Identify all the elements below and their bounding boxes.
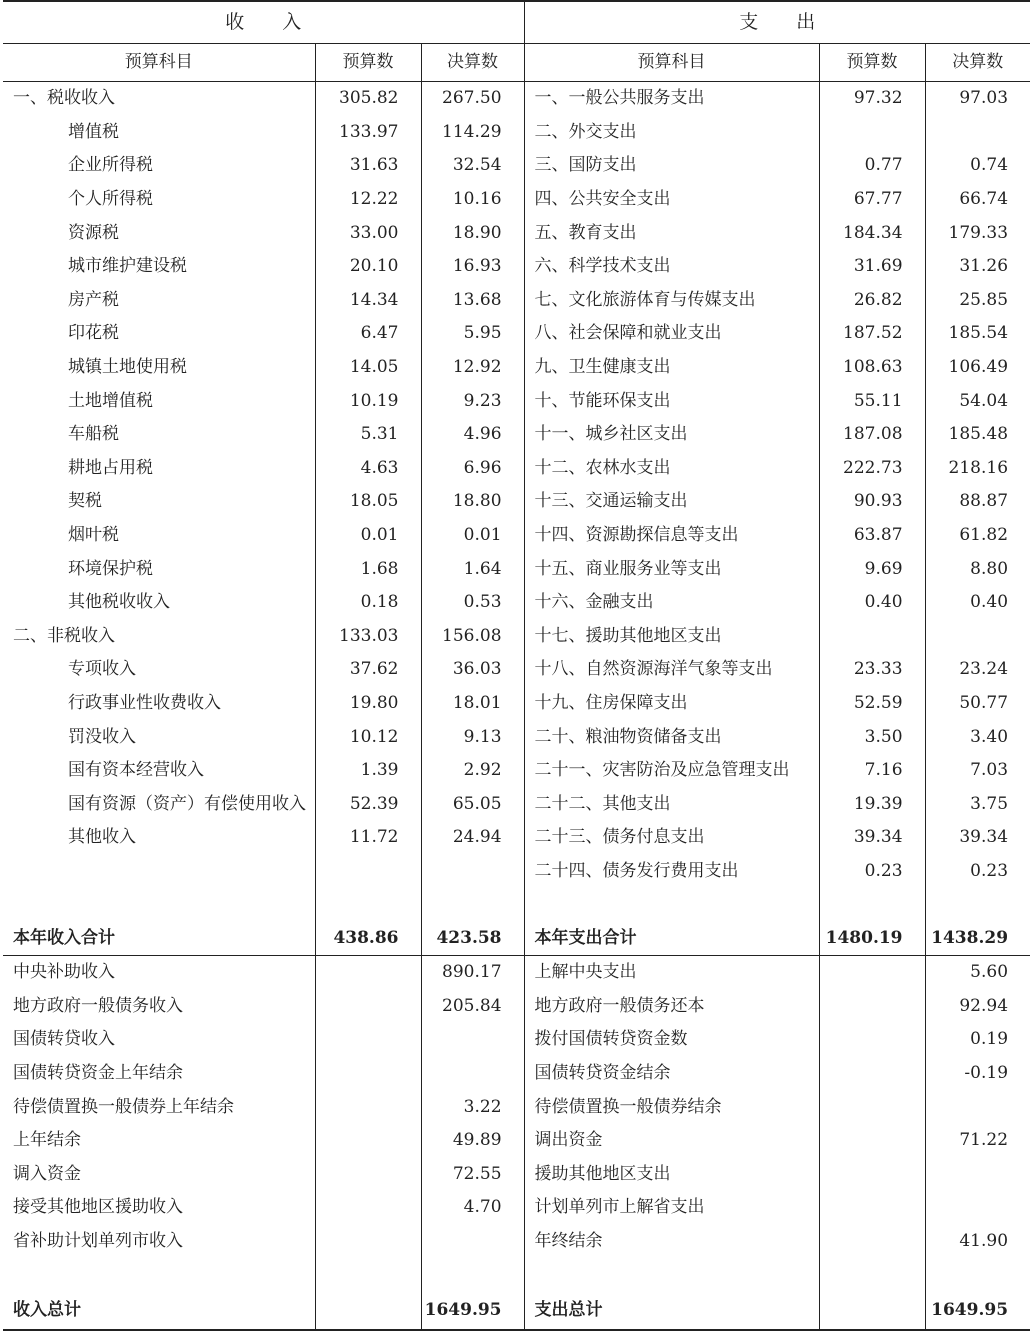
income-item: 土地增值税 <box>68 390 153 411</box>
table-row <box>3 1157 1030 1191</box>
income-item: 一、税收收入 <box>13 88 115 109</box>
expense-budget-value: 23.33 <box>819 653 925 687</box>
income-budget-value <box>315 855 421 889</box>
expense-item: 五、教育支出 <box>524 216 819 250</box>
expense-budget-value <box>819 1124 925 1158</box>
expense-budget-value <box>819 1191 925 1225</box>
expense-actual-value: 66.74 <box>925 183 1030 217</box>
expense-actual-value: 0.74 <box>925 149 1030 183</box>
expense-actual-value: 0.23 <box>925 855 1030 889</box>
income-item: 烟叶税 <box>68 525 119 546</box>
income-actual-value: 24.94 <box>421 821 524 855</box>
expense-budget-value <box>819 116 925 150</box>
income-item: 国债转贷资金上年结余 <box>13 1062 183 1083</box>
income-actual-value: 156.08 <box>421 620 524 654</box>
table-row <box>3 519 1030 553</box>
table-row <box>3 485 1030 519</box>
income-budget-value: 33.00 <box>315 216 421 250</box>
expense-budget-value: 184.34 <box>819 216 925 250</box>
expense-budget-value: 9.69 <box>819 552 925 586</box>
expense-item: 二、外交支出 <box>524 116 819 150</box>
income-budget-value <box>315 989 421 1023</box>
income-item: 中央补助收入 <box>13 962 115 983</box>
expense-total-label: 本年支出合计 <box>524 922 819 956</box>
income-budget-value: 14.34 <box>315 284 421 318</box>
expense-budget-value <box>819 1023 925 1057</box>
income-actual-value: 114.29 <box>421 116 524 150</box>
income-budget-value: 1.39 <box>315 754 421 788</box>
expense-actual-value: 185.48 <box>925 418 1030 452</box>
expense-item: 计划单列市上解省支出 <box>524 1191 819 1225</box>
expense-item: 二十三、债务付息支出 <box>524 821 819 855</box>
income-item-header: 预算科目 <box>3 44 315 82</box>
income-item: 调入资金 <box>13 1163 81 1184</box>
income-item: 上年结余 <box>13 1130 81 1151</box>
expense-actual-value: 106.49 <box>925 351 1030 385</box>
income-grand-total-label: 收入总计 <box>3 1292 315 1330</box>
income-header: 收 入 <box>3 1 524 44</box>
expense-actual-value: 88.87 <box>925 485 1030 519</box>
income-budget-value: 12.22 <box>315 183 421 217</box>
income-item: 罚没收入 <box>68 726 136 747</box>
spacer-cell <box>524 888 819 922</box>
income-budget-header: 预算数 <box>315 44 421 82</box>
expense-total-budget: 1480.19 <box>819 922 925 956</box>
expense-item: 九、卫生健康支出 <box>524 351 819 385</box>
expense-budget-value: 0.40 <box>819 586 925 620</box>
income-budget-value <box>315 1057 421 1091</box>
expense-actual-value: 5.60 <box>925 955 1030 989</box>
expense-budget-value <box>819 1090 925 1124</box>
expense-item: 四、公共安全支出 <box>524 183 819 217</box>
income-actual-value: 9.23 <box>421 384 524 418</box>
income-budget-value: 14.05 <box>315 351 421 385</box>
income-item: 国有资本经营收入 <box>68 760 204 781</box>
table-row <box>3 82 1030 116</box>
expense-actual-value: 218.16 <box>925 452 1030 486</box>
income-actual-value: 9.13 <box>421 720 524 754</box>
income-budget-value: 133.97 <box>315 116 421 150</box>
expense-item-header: 预算科目 <box>524 44 819 82</box>
expense-actual-value: 25.85 <box>925 284 1030 318</box>
income-item: 契税 <box>68 491 102 512</box>
income-total-budget: 438.86 <box>315 922 421 956</box>
spacer-cell <box>819 888 925 922</box>
spacer-cell <box>819 1258 925 1292</box>
expense-budget-value: 187.08 <box>819 418 925 452</box>
expense-actual-value: 3.75 <box>925 787 1030 821</box>
income-actual-value: 1.64 <box>421 552 524 586</box>
income-budget-value: 0.01 <box>315 519 421 553</box>
expense-item: 十七、援助其他地区支出 <box>524 620 819 654</box>
expense-item: 六、科学技术支出 <box>524 250 819 284</box>
income-actual-value <box>421 1057 524 1091</box>
expense-actual-value: 92.94 <box>925 989 1030 1023</box>
income-item: 接受其他地区援助收入 <box>13 1197 183 1218</box>
expense-budget-value: 3.50 <box>819 720 925 754</box>
income-actual-value: 0.53 <box>421 586 524 620</box>
expense-budget-value <box>819 1225 925 1259</box>
table-row <box>3 653 1030 687</box>
income-actual-value: 16.93 <box>421 250 524 284</box>
expense-actual-value: 41.90 <box>925 1225 1030 1259</box>
expense-budget-header: 预算数 <box>819 44 925 82</box>
table-row <box>3 183 1030 217</box>
table-row <box>3 1191 1030 1225</box>
expense-budget-value: 19.39 <box>819 787 925 821</box>
income-budget-value: 10.19 <box>315 384 421 418</box>
table-row <box>3 552 1030 586</box>
expense-budget-value: 97.32 <box>819 82 925 116</box>
income-budget-value: 19.80 <box>315 687 421 721</box>
expense-item: 十三、交通运输支出 <box>524 485 819 519</box>
expense-item: 十五、商业服务业等支出 <box>524 552 819 586</box>
expense-actual-value: 0.19 <box>925 1023 1030 1057</box>
table-row <box>3 116 1030 150</box>
expense-actual-value: 185.54 <box>925 317 1030 351</box>
expense-item: 十四、资源勘探信息等支出 <box>524 519 819 553</box>
spacer-row <box>3 1258 1030 1292</box>
spacer-row <box>3 888 1030 922</box>
expense-item: 八、社会保障和就业支出 <box>524 317 819 351</box>
income-actual-value: 18.80 <box>421 485 524 519</box>
table-row <box>3 284 1030 318</box>
expense-budget-value: 55.11 <box>819 384 925 418</box>
table-row <box>3 787 1030 821</box>
income-total-label: 本年收入合计 <box>3 922 315 956</box>
income-budget-value <box>315 1023 421 1057</box>
expense-actual-value: 54.04 <box>925 384 1030 418</box>
spacer-cell <box>3 888 315 922</box>
spacer-cell <box>524 1258 819 1292</box>
income-actual-value: 4.70 <box>421 1191 524 1225</box>
income-item: 专项收入 <box>68 659 136 680</box>
income-item: 待偿债置换一般债券上年结余 <box>13 1096 234 1117</box>
expense-budget-value <box>819 989 925 1023</box>
expense-item: 二十一、灾害防治及应急管理支出 <box>524 754 819 788</box>
income-actual-value <box>421 855 524 889</box>
expense-item: 拨付国债转贷资金数 <box>524 1023 819 1057</box>
expense-item: 二十二、其他支出 <box>524 787 819 821</box>
spacer-cell <box>925 888 1030 922</box>
expense-actual-value: 3.40 <box>925 720 1030 754</box>
income-budget-value <box>315 1124 421 1158</box>
spacer-cell <box>315 888 421 922</box>
table-row <box>3 1124 1030 1158</box>
table-row <box>3 1023 1030 1057</box>
expense-item: 十一、城乡社区支出 <box>524 418 819 452</box>
expense-budget-value: 31.69 <box>819 250 925 284</box>
income-budget-value <box>315 1191 421 1225</box>
expense-budget-value: 63.87 <box>819 519 925 553</box>
expense-budget-value: 0.77 <box>819 149 925 183</box>
income-actual-value: 13.68 <box>421 284 524 318</box>
column-header-row <box>3 44 1030 82</box>
expense-actual-value <box>925 1191 1030 1225</box>
expense-actual-value <box>925 1090 1030 1124</box>
spacer-cell <box>925 1258 1030 1292</box>
table-row <box>3 418 1030 452</box>
income-actual-value: 72.55 <box>421 1157 524 1191</box>
expense-budget-value <box>819 620 925 654</box>
grand-total-row <box>3 1292 1030 1330</box>
expense-actual-value: 61.82 <box>925 519 1030 553</box>
expense-item: 十、节能环保支出 <box>524 384 819 418</box>
expense-actual-value: 39.34 <box>925 821 1030 855</box>
table-row <box>3 687 1030 721</box>
table-row <box>3 351 1030 385</box>
expense-item: 上解中央支出 <box>524 955 819 989</box>
income-actual-value: 12.92 <box>421 351 524 385</box>
income-item: 行政事业性收费收入 <box>68 692 221 713</box>
income-item: 房产税 <box>68 289 119 310</box>
income-actual-value: 6.96 <box>421 452 524 486</box>
table-row <box>3 989 1030 1023</box>
income-item: 环境保护税 <box>68 558 153 579</box>
income-item: 耕地占用税 <box>68 457 153 478</box>
income-item: 增值税 <box>68 121 119 142</box>
expense-budget-value: 39.34 <box>819 821 925 855</box>
income-budget-value: 0.18 <box>315 586 421 620</box>
table-row <box>3 821 1030 855</box>
expense-item: 七、文化旅游体育与传媒支出 <box>524 284 819 318</box>
income-item: 城市维护建设税 <box>68 256 187 277</box>
expense-budget-value: 26.82 <box>819 284 925 318</box>
income-actual-value: 32.54 <box>421 149 524 183</box>
expense-item: 地方政府一般债务还本 <box>524 989 819 1023</box>
expense-budget-value: 0.23 <box>819 855 925 889</box>
income-item: 其他税收收入 <box>68 592 170 613</box>
spacer-cell <box>315 1258 421 1292</box>
annual-total-row <box>3 922 1030 956</box>
expense-actual-value <box>925 1157 1030 1191</box>
section-header-row <box>3 1 1030 44</box>
expense-item: 十六、金融支出 <box>524 586 819 620</box>
spacer-cell <box>421 888 524 922</box>
income-budget-value: 31.63 <box>315 149 421 183</box>
income-item: 国债转贷收入 <box>13 1029 115 1050</box>
expense-budget-value: 187.52 <box>819 317 925 351</box>
income-actual-value: 2.92 <box>421 754 524 788</box>
income-actual-value: 18.01 <box>421 687 524 721</box>
expense-actual-value: 8.80 <box>925 552 1030 586</box>
expense-budget-value: 222.73 <box>819 452 925 486</box>
expense-grand-budget <box>819 1292 925 1330</box>
expense-budget-value: 90.93 <box>819 485 925 519</box>
expense-item: 国债转贷资金结余 <box>524 1057 819 1091</box>
income-actual-value: 4.96 <box>421 418 524 452</box>
expense-budget-value: 108.63 <box>819 351 925 385</box>
table-row <box>3 754 1030 788</box>
expense-item: 十二、农林水支出 <box>524 452 819 486</box>
income-item: 国有资源（资产）有偿使用收入 <box>68 793 306 814</box>
expense-budget-value: 7.16 <box>819 754 925 788</box>
income-budget-value <box>315 1157 421 1191</box>
expense-item: 十九、住房保障支出 <box>524 687 819 721</box>
income-item: 车船税 <box>68 424 119 445</box>
income-budget-value: 6.47 <box>315 317 421 351</box>
income-actual-value: 5.95 <box>421 317 524 351</box>
income-item: 印花税 <box>68 323 119 344</box>
income-budget-value <box>315 955 421 989</box>
income-actual-value: 3.22 <box>421 1090 524 1124</box>
table-row <box>3 250 1030 284</box>
table-row <box>3 1057 1030 1091</box>
income-actual-value: 10.16 <box>421 183 524 217</box>
table-row <box>3 216 1030 250</box>
income-budget-value: 52.39 <box>315 787 421 821</box>
table-row <box>3 1225 1030 1259</box>
table-row <box>3 720 1030 754</box>
expense-actual-value: 23.24 <box>925 653 1030 687</box>
income-actual-value <box>421 1225 524 1259</box>
expense-item: 十八、自然资源海洋气象等支出 <box>524 653 819 687</box>
expense-grand-total: 1649.95 <box>925 1292 1030 1330</box>
expense-header: 支 出 <box>524 1 1030 44</box>
expense-item: 调出资金 <box>524 1124 819 1158</box>
income-item <box>3 855 315 889</box>
expense-actual-value: 0.40 <box>925 586 1030 620</box>
expense-actual-header: 决算数 <box>925 44 1030 82</box>
expense-actual-value <box>925 620 1030 654</box>
income-budget-value: 1.68 <box>315 552 421 586</box>
table-row <box>3 149 1030 183</box>
income-actual-value: 267.50 <box>421 82 524 116</box>
income-actual-value: 49.89 <box>421 1124 524 1158</box>
expense-actual-value: 97.03 <box>925 82 1030 116</box>
expense-budget-value <box>819 1057 925 1091</box>
income-actual-value: 18.90 <box>421 216 524 250</box>
income-budget-value: 10.12 <box>315 720 421 754</box>
income-actual-value: 65.05 <box>421 787 524 821</box>
expense-item: 二十四、债务发行费用支出 <box>524 855 819 889</box>
expense-budget-value <box>819 955 925 989</box>
income-budget-value: 305.82 <box>315 82 421 116</box>
income-budget-value: 20.10 <box>315 250 421 284</box>
expense-budget-value: 67.77 <box>819 183 925 217</box>
spacer-cell <box>3 1258 315 1292</box>
income-actual-value <box>421 1023 524 1057</box>
income-budget-value: 4.63 <box>315 452 421 486</box>
income-item: 资源税 <box>68 222 119 243</box>
income-item: 企业所得税 <box>68 155 153 176</box>
expense-actual-value: 7.03 <box>925 754 1030 788</box>
expense-item: 援助其他地区支出 <box>524 1157 819 1191</box>
expense-actual-value <box>925 116 1030 150</box>
expense-budget-value: 52.59 <box>819 687 925 721</box>
income-item: 二、非税收入 <box>13 625 115 646</box>
table-row <box>3 384 1030 418</box>
income-budget-value: 18.05 <box>315 485 421 519</box>
income-item: 省补助计划单列市收入 <box>13 1230 183 1251</box>
budget-table <box>3 0 1030 1331</box>
income-total-actual: 423.58 <box>421 922 524 956</box>
income-budget-value: 11.72 <box>315 821 421 855</box>
table-row <box>3 620 1030 654</box>
income-budget-value: 133.03 <box>315 620 421 654</box>
expense-actual-value: 50.77 <box>925 687 1030 721</box>
expense-actual-value: 71.22 <box>925 1124 1030 1158</box>
income-actual-value: 36.03 <box>421 653 524 687</box>
income-budget-value: 5.31 <box>315 418 421 452</box>
expense-grand-total-label: 支出总计 <box>524 1292 819 1330</box>
income-budget-value <box>315 1090 421 1124</box>
expense-total-actual: 1438.29 <box>925 922 1030 956</box>
income-actual-value: 205.84 <box>421 989 524 1023</box>
expense-item: 年终结余 <box>524 1225 819 1259</box>
table-row <box>3 317 1030 351</box>
income-item: 地方政府一般债务收入 <box>13 995 183 1016</box>
expense-item: 待偿债置换一般债券结余 <box>524 1090 819 1124</box>
income-item: 其他收入 <box>68 827 136 848</box>
spacer-cell <box>421 1258 524 1292</box>
expense-item: 三、国防支出 <box>524 149 819 183</box>
table-row <box>3 586 1030 620</box>
expense-actual-value: -0.19 <box>925 1057 1030 1091</box>
income-budget-value: 37.62 <box>315 653 421 687</box>
income-budget-value <box>315 1225 421 1259</box>
table-row <box>3 855 1030 889</box>
income-actual-value: 0.01 <box>421 519 524 553</box>
income-item: 个人所得税 <box>68 189 153 210</box>
table-row <box>3 452 1030 486</box>
table-row <box>3 955 1030 989</box>
income-actual-header: 决算数 <box>421 44 524 82</box>
expense-actual-value: 179.33 <box>925 216 1030 250</box>
expense-item: 一、一般公共服务支出 <box>524 82 819 116</box>
expense-budget-value <box>819 1157 925 1191</box>
table-row <box>3 1090 1030 1124</box>
income-item: 城镇土地使用税 <box>68 357 187 378</box>
expense-actual-value: 31.26 <box>925 250 1030 284</box>
income-actual-value: 890.17 <box>421 955 524 989</box>
income-grand-budget <box>315 1292 421 1330</box>
income-grand-total: 1649.95 <box>421 1292 524 1330</box>
expense-item: 二十、粮油物资储备支出 <box>524 720 819 754</box>
